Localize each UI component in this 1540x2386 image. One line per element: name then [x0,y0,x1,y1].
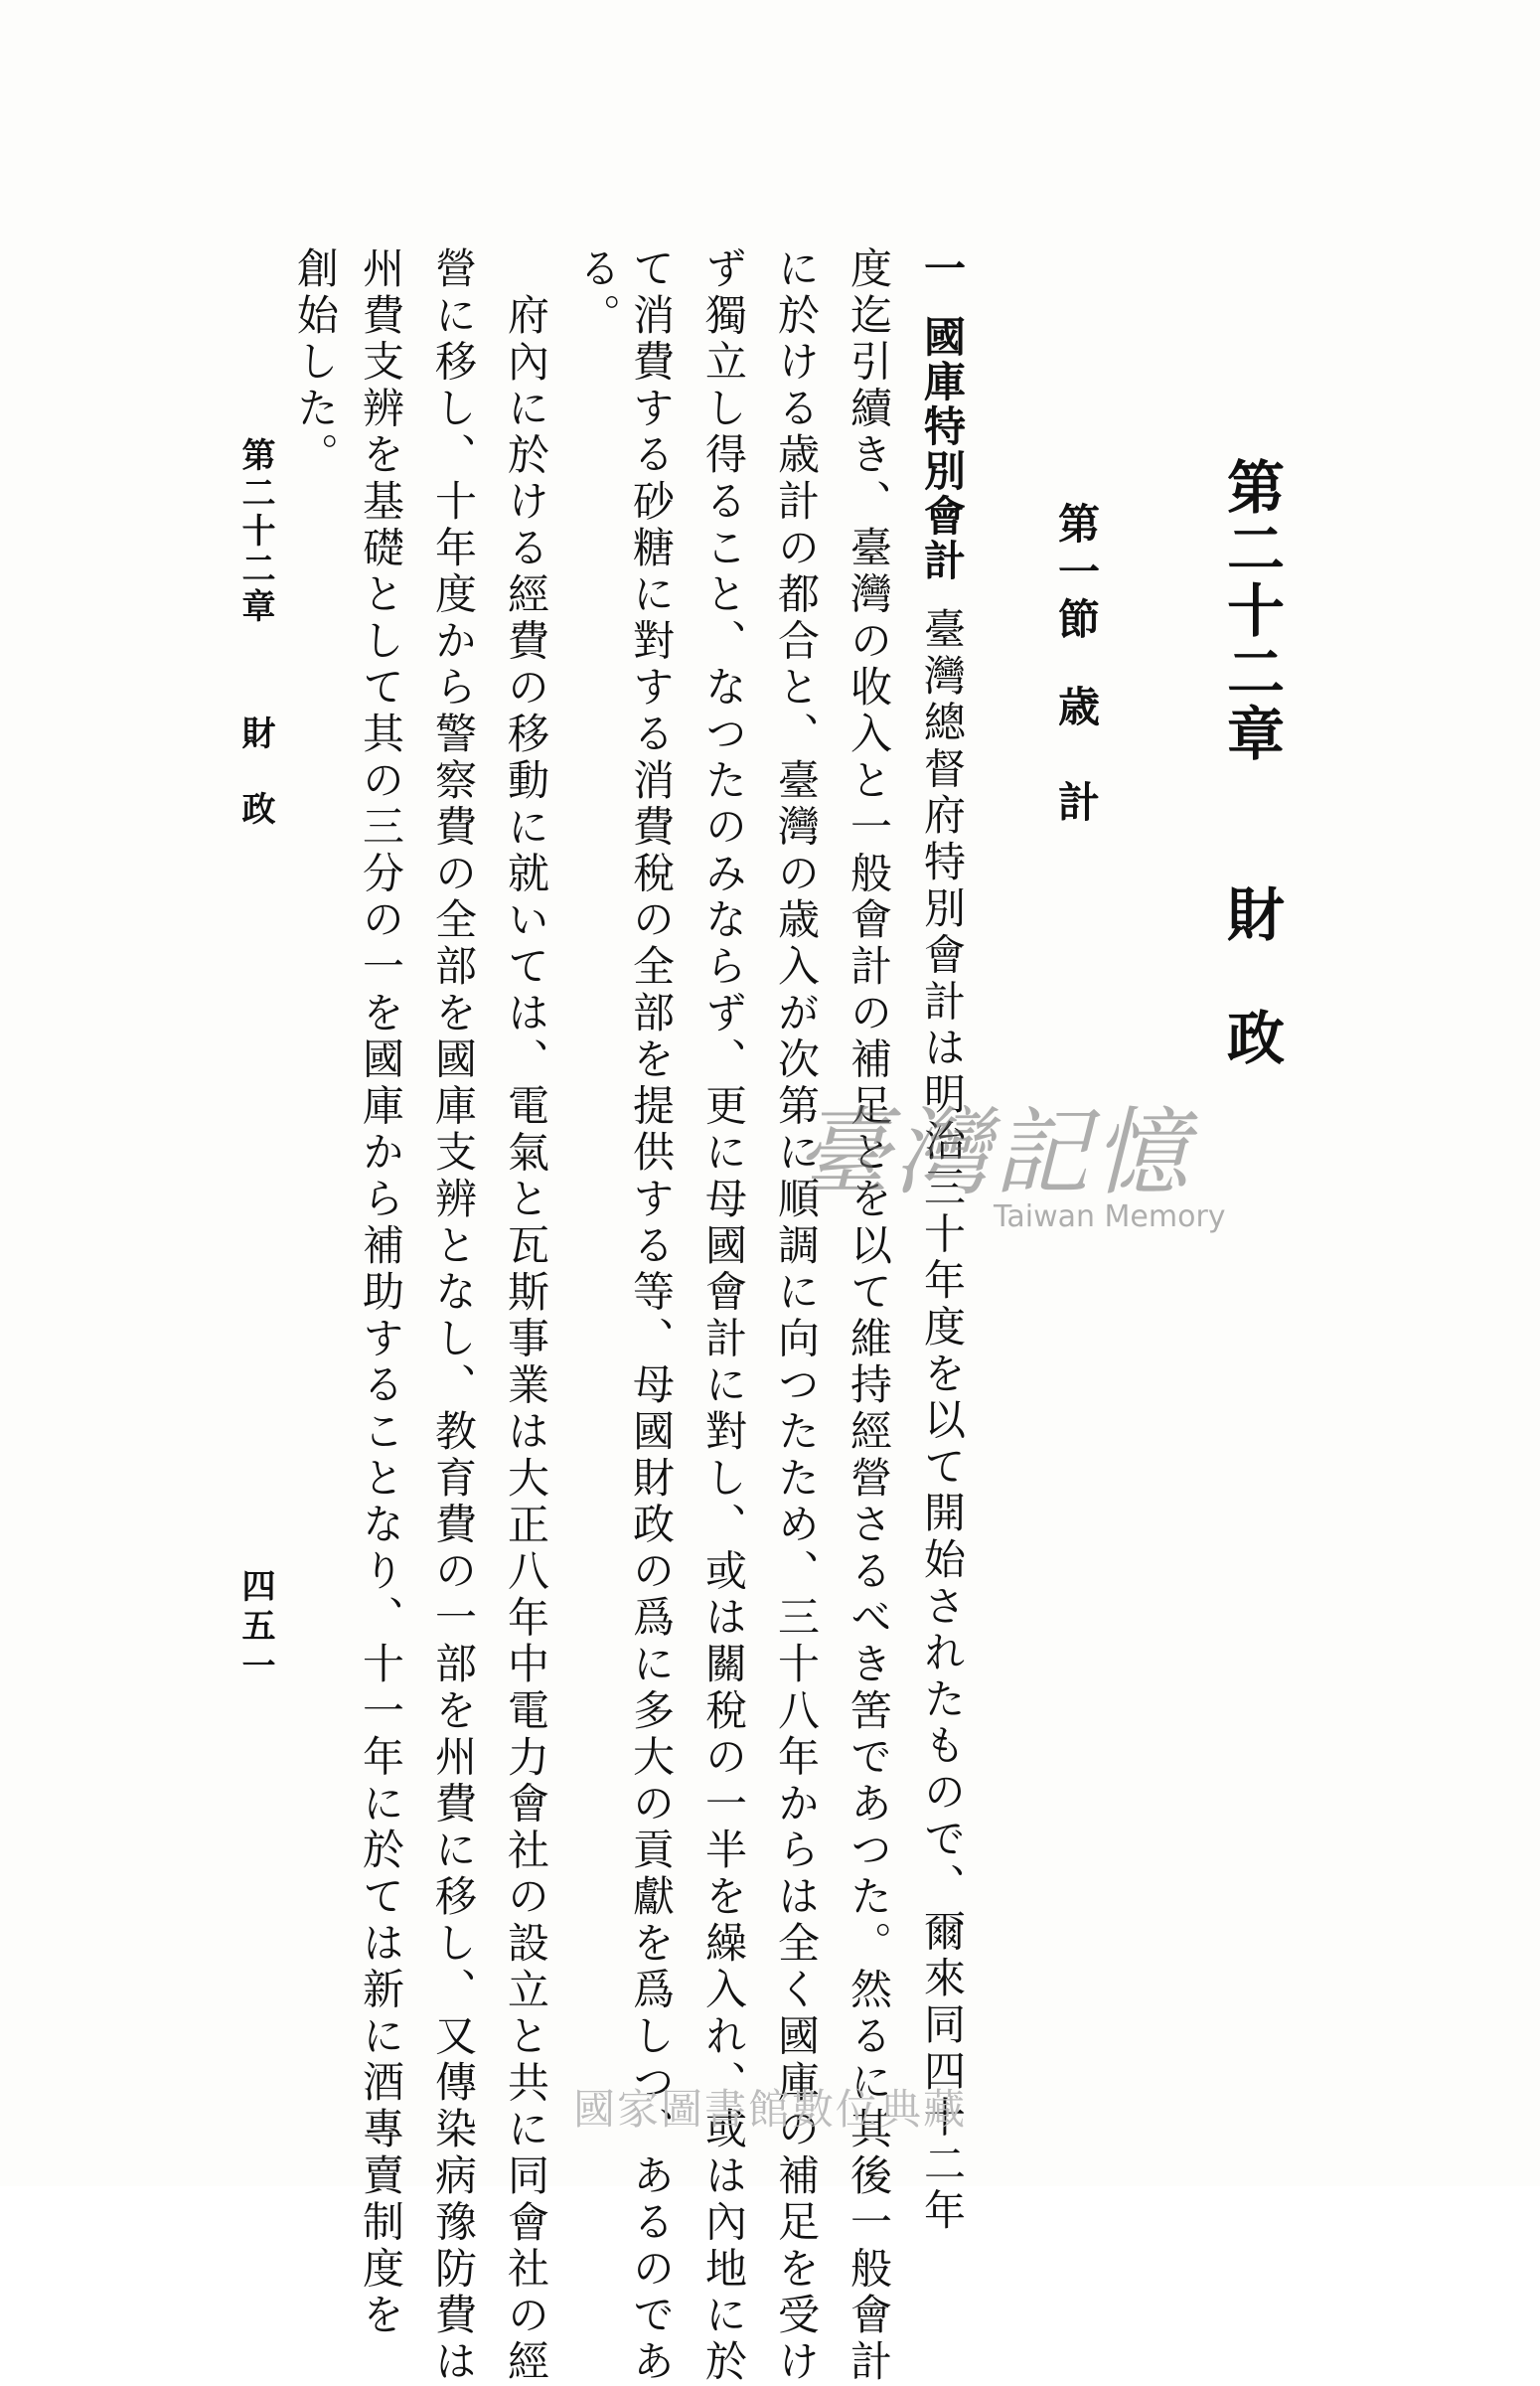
watermark-logo: 臺灣記憶 [795,1097,1192,1208]
section-number: 第一節 [1052,502,1101,645]
body-column-9: 州費支辨を基礎として其の三分の一を國庫から補助することなり、十一年に於ては新に酒專賣制度を [357,246,405,2339]
body-column-7: 府內に於ける經費の移動に就いては、電氣と瓦斯事業は大正八年中電力會社の設立と共に同會社の經 [502,293,550,2386]
watermark [795,1098,1242,1257]
section-title [1052,502,1101,828]
body-column-6: る。 [573,246,622,340]
body-column-2: 度迄引續き、臺灣の收入と一般會計の補足とを以て維持經營さるべき筈であつた。然るに其後一般會計 [845,246,893,2386]
body-column-5: て消費する砂糖に對する消費稅の全部を提供する等、母國財政の爲に多大の貢獻を爲しつ、あるのであ [627,246,676,2386]
subsection-number: 一 [918,246,967,291]
body-column-4: ず獨立し得ること、なつたのみならず、更に母國會計に對し、或は關稅の一半を繰入れ、或は內地に於 [699,246,748,2386]
library-footer: 國家圖書館數位典藏 [572,2085,967,2134]
chapter-name: 財 政 [1217,884,1285,1069]
running-head-chapter: 第二十二章 [235,437,275,626]
running-head-title: 財 政 [235,716,275,829]
page-number: 四五一 [235,1568,275,1687]
running-head [235,437,275,829]
chapter-number: 第二十二章 [1217,457,1285,765]
body-line: 臺灣總督府特別會計は明治三十年度を以て開始されたもので、爾來同四十二年 [918,607,967,2235]
body-column-8: 營に移し、十年度から警察費の全部を國庫支辨となし、教育費の一部を州費に移し、又傳染病豫防費は [429,246,478,2386]
body-column-10: 創始した。 [291,246,340,479]
subsection-title: 國庫特別會計 [918,315,967,583]
watermark-subtitle: Taiwan Memory [994,1199,1226,1234]
body-column-3: に於ける歳計の都合と、臺灣の歳入が次第に順調に向つたため、三十八年からは全く國庫の補足を受け [772,246,821,2386]
section-name: 歳 計 [1052,685,1101,828]
chapter-title [1217,457,1285,1069]
